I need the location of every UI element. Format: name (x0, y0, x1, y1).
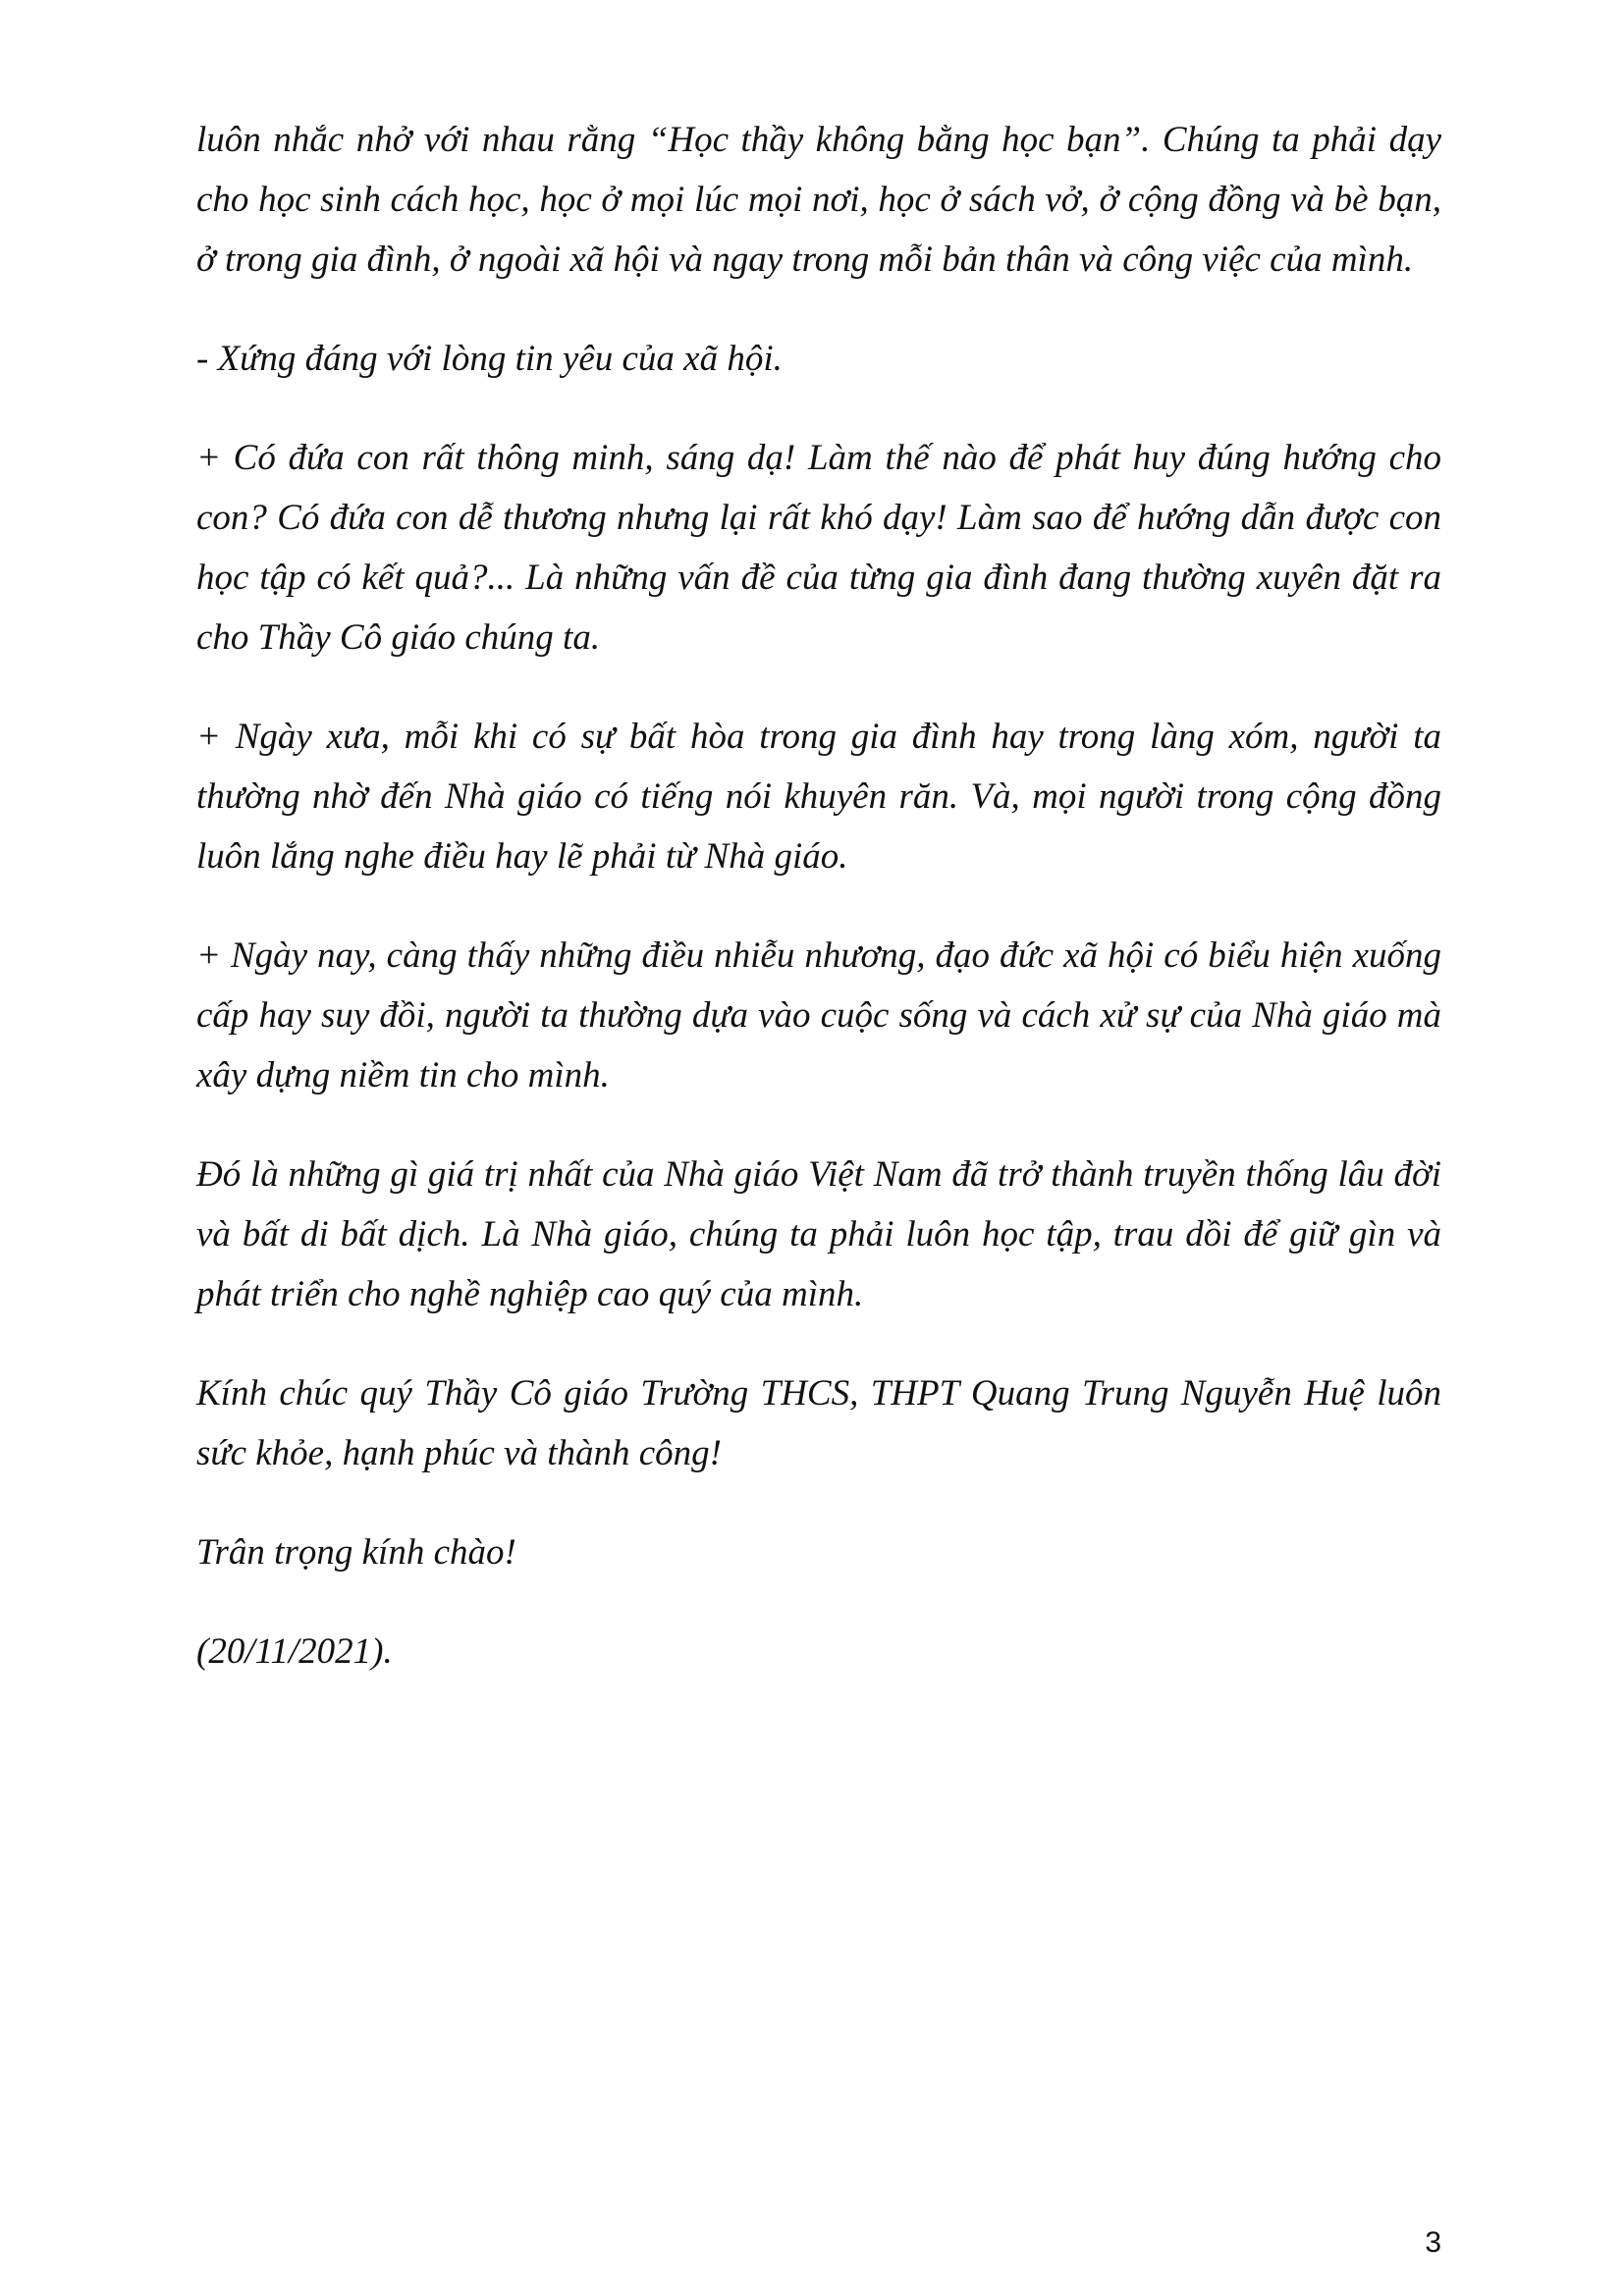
paragraph-trust-heading: - Xứng đáng với lòng tin yêu của xã hội. (196, 339, 783, 379)
document-body (196, 110, 1441, 1721)
paragraph-present: + Ngày nay, càng thấy những điều nhiễu nhương, đạo đức xã hội có biểu hiện xuống cấp hay suy đồi, người ta thường dựa vào cuộc sống và cách xử sự của Nhà giáo mà xây dựng niềm tin cho mình. (196, 935, 1441, 1095)
paragraph-closing: Trân trọng kính chào! (196, 1532, 516, 1573)
paragraph-learning: luôn nhắc nhở với nhau rằng “Học thầy không bằng học bạn”. Chúng ta phải dạy cho học sinh cách học, học ở mọi lúc mọi nơi, học ở sách vở, ở cộng đồng và bè bạn, ở trong gia đình, ở ngoài xã hội và ngay trong mỗi bản thân và công việc của mình. (196, 120, 1441, 280)
paragraph-wishes: Kính chúc quý Thầy Cô giáo Trường THCS, THPT Quang Trung Nguyễn Huệ luôn sức khỏe, hạnh phúc và thành công! (196, 1373, 1441, 1473)
paragraph-families: + Có đứa con rất thông minh, sáng dạ! Làm thế nào để phát huy đúng hướng cho con? Có đứa con dễ thương nhưng lại rất khó dạy! Làm sao để hướng dẫn được con học tập có kết quả?... Là những vấn đề của từng gia đình đang thường xuyên đặt ra cho Thầy Cô giáo chúng ta. (196, 438, 1441, 658)
paragraph-past: + Ngày xưa, mỗi khi có sự bất hòa trong gia đình hay trong làng xóm, người ta thường nhờ đến Nhà giáo có tiếng nói khuyên răn. Và, mọi người trong cộng đồng luôn lắng nghe điều hay lẽ phải từ Nhà giáo. (196, 717, 1441, 877)
paragraph-tradition: Đó là những gì giá trị nhất của Nhà giáo Việt Nam đã trở thành truyền thống lâu đời và bất di bất dịch. Là Nhà giáo, chúng ta phải luôn học tập, trau dồi để giữ gìn và phát triển cho nghề nghiệp cao quý của mình. (196, 1154, 1441, 1314)
page-number: 3 (1425, 2226, 1441, 2259)
paragraph-date: (20/11/2021). (196, 1631, 393, 1672)
